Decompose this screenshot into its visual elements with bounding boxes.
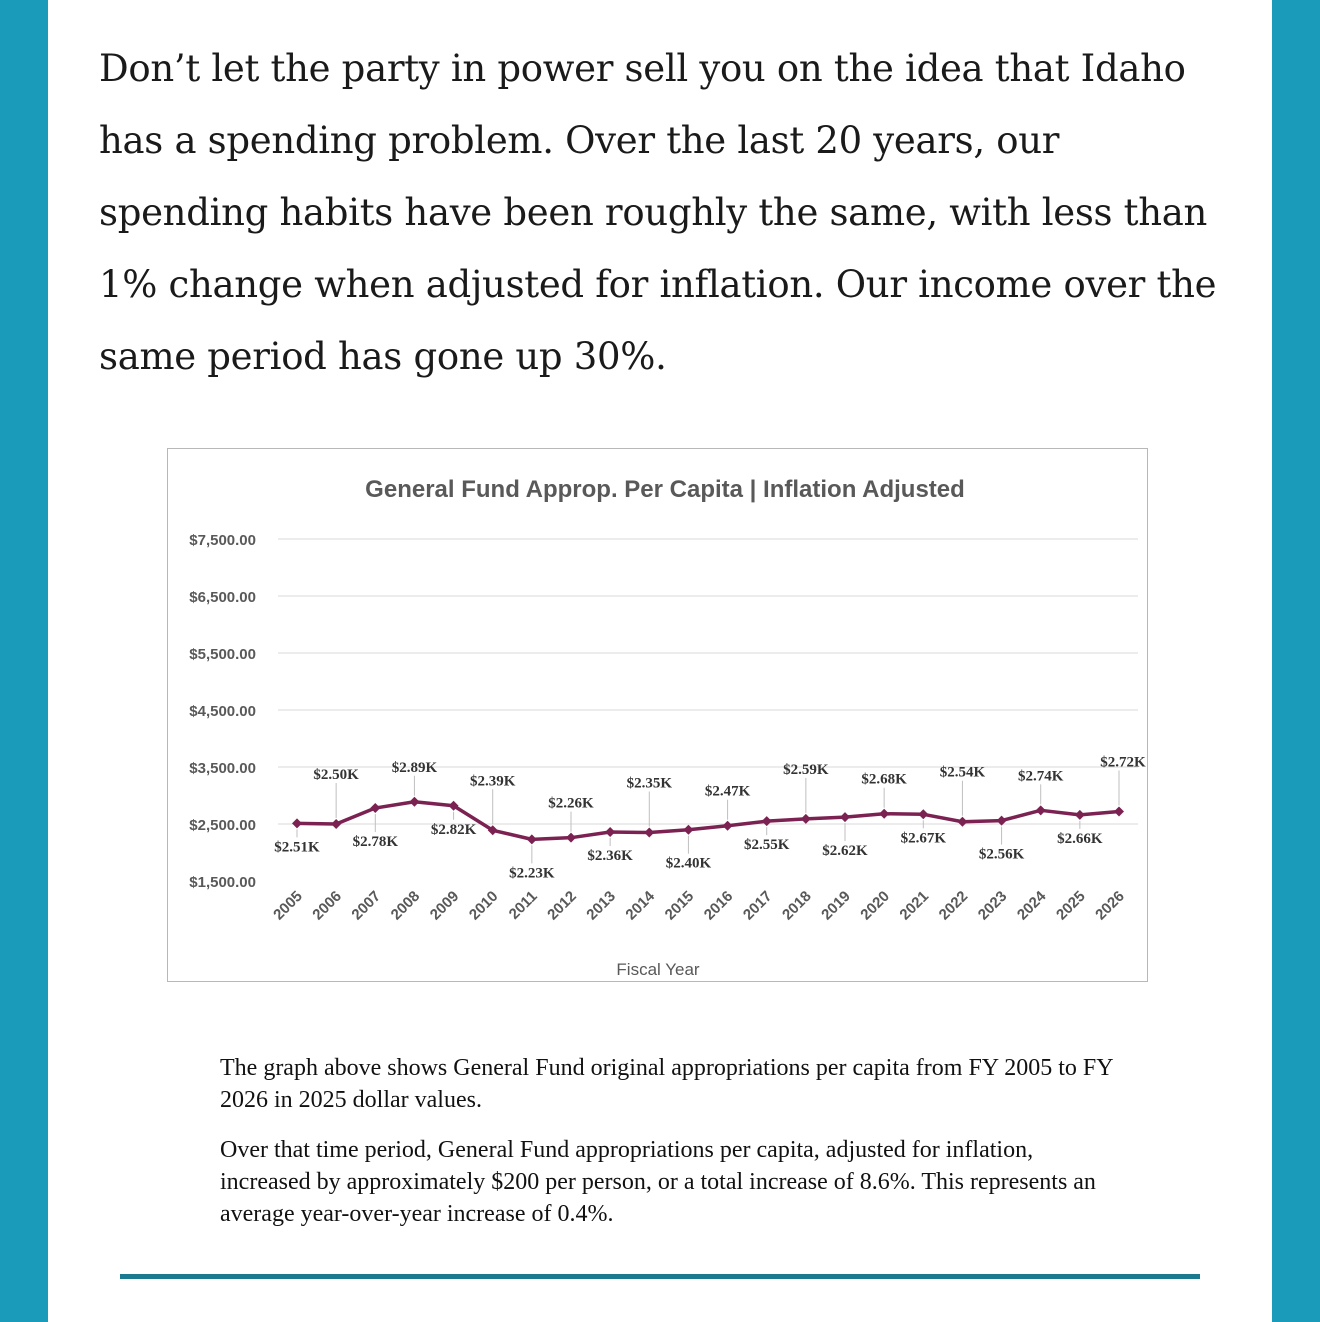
data-label: $2.47K <box>704 783 751 800</box>
data-label: $2.56K <box>978 846 1025 863</box>
y-tick-label: $4,500.00 <box>189 703 256 720</box>
data-point <box>527 834 537 844</box>
line-chart <box>168 449 1149 983</box>
caption-paragraph-1: The graph above shows General Fund original appropriations per capita from FY 2005 to FY 2026 in 2025 dollar values. <box>220 1055 1113 1113</box>
data-points <box>292 797 1124 845</box>
data-label: $2.78K <box>352 834 398 851</box>
data-label: $2.54K <box>939 764 986 781</box>
data-point <box>723 821 733 831</box>
x-tick-label: 2026 <box>1092 887 1128 924</box>
data-label: $2.36K <box>587 847 633 864</box>
data-point <box>683 825 693 835</box>
y-tick-label: $6,500.00 <box>189 589 256 606</box>
data-label: $2.62K <box>822 843 868 860</box>
x-tick-label: 2021 <box>896 887 933 924</box>
chart-frame <box>167 448 1148 982</box>
x-tick-label: 2018 <box>779 887 815 924</box>
data-label: $2.59K <box>783 761 829 778</box>
x-tick-label: 2015 <box>661 887 698 924</box>
x-tick-label: 2005 <box>270 887 306 924</box>
x-tick-label: 2007 <box>348 887 385 924</box>
data-label: $2.67K <box>900 830 946 847</box>
data-point <box>331 819 341 829</box>
data-label: $2.89K <box>391 759 438 776</box>
y-tick-label: $7,500.00 <box>189 532 256 549</box>
data-label: $2.26K <box>548 795 594 812</box>
x-tick-label: 2014 <box>622 887 659 924</box>
x-tick-label: 2017 <box>739 887 776 924</box>
y-tick-label: $1,500.00 <box>189 874 256 891</box>
data-point <box>801 814 811 824</box>
data-point <box>292 818 302 828</box>
data-point <box>762 816 772 826</box>
data-label: $2.82K <box>430 821 477 838</box>
chart-title: General Fund Approp. Per Capita | Inflation Adjusted <box>365 476 965 503</box>
gridlines <box>278 539 1138 824</box>
data-label: $2.40K <box>665 855 712 872</box>
x-axis-ticks <box>270 887 1128 923</box>
data-point <box>918 809 928 819</box>
data-point <box>605 827 615 837</box>
data-point <box>879 809 889 819</box>
data-point <box>644 828 654 838</box>
data-label: $2.23K <box>509 865 555 882</box>
data-point <box>1114 806 1124 816</box>
data-label: $2.55K <box>744 837 790 854</box>
y-tick-label: $2,500.00 <box>189 817 256 834</box>
series-line <box>297 802 1119 840</box>
y-tick-label: $3,500.00 <box>189 760 256 777</box>
data-label: $2.39K <box>470 773 516 790</box>
x-tick-label: 2009 <box>426 887 463 924</box>
x-tick-label: 2012 <box>544 887 580 924</box>
x-tick-label: 2010 <box>465 887 502 924</box>
y-axis-ticks <box>189 532 256 891</box>
y-tick-label: $5,500.00 <box>189 646 256 663</box>
intro-paragraph: Don’t let the party in power sell you on the idea that Idaho has a spending problem. Over the last 20 years, our spending habits have been roughly the same, with less than 1% change when adjusted for inflation. Our income over the same period has gone up 30%. <box>99 47 1217 378</box>
x-tick-label: 2019 <box>818 887 854 924</box>
data-point <box>1036 805 1046 815</box>
x-tick-label: 2025 <box>1053 887 1089 924</box>
caption-paragraph-2: Over that time period, General Fund appropriations per capita, adjusted for inflation, increased by approximately $200 per person, or a total increase of 8.6%. This represents an average year-over-year increase of 0.4%. <box>220 1137 1096 1227</box>
data-point <box>840 812 850 822</box>
x-axis-title: Fiscal Year <box>616 960 700 979</box>
data-label: $2.51K <box>274 839 320 856</box>
data-label: $2.50K <box>313 767 359 783</box>
data-label: $2.66K <box>1057 830 1103 847</box>
data-point <box>1075 810 1085 820</box>
section-divider <box>120 1274 1200 1279</box>
data-point <box>409 797 419 807</box>
data-label: $2.74K <box>1018 768 1064 785</box>
data-label: $2.35K <box>626 775 672 792</box>
x-tick-label: 2008 <box>387 887 424 924</box>
x-tick-label: 2022 <box>935 887 972 924</box>
data-point <box>370 803 380 813</box>
x-tick-label: 2024 <box>1013 887 1050 924</box>
data-point <box>957 817 967 827</box>
x-tick-label: 2023 <box>974 887 1011 924</box>
x-tick-label: 2011 <box>505 887 541 923</box>
x-tick-label: 2016 <box>700 887 737 924</box>
data-label: $2.72K <box>1100 754 1146 771</box>
data-label: $2.68K <box>861 771 907 788</box>
article-panel <box>48 0 1272 1322</box>
data-point <box>566 833 576 843</box>
x-tick-label: 2013 <box>583 887 619 924</box>
x-tick-label: 2006 <box>309 887 345 924</box>
series-line-path <box>297 802 1119 840</box>
x-tick-label: 2020 <box>857 887 893 924</box>
